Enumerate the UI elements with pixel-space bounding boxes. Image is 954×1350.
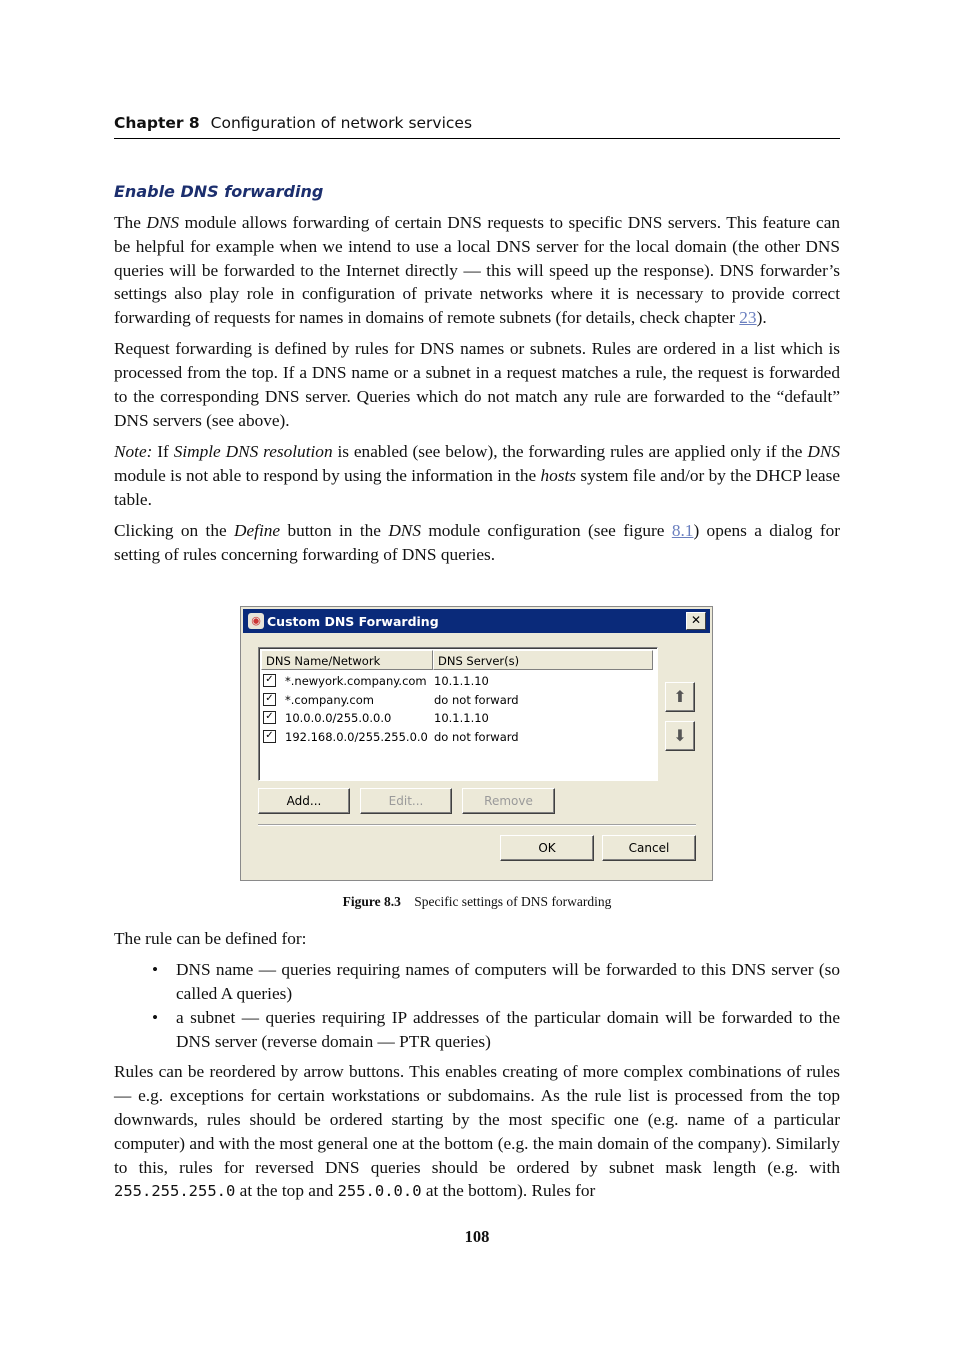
column-header-dns-name[interactable]: DNS Name/Network — [261, 650, 433, 670]
rule-name: 10.0.0.0/255.0.0.0 — [285, 711, 392, 725]
bullet-list — [114, 958, 840, 1053]
dialog-separator — [258, 824, 696, 826]
paragraph-4: Clicking on the Define button in the DNS module configuration (see figure 8.1) opens a dialog for setting of rules concerning forwarding of DNS queries. — [114, 521, 840, 564]
rule-checkbox[interactable]: ✓ — [263, 730, 276, 743]
figure-caption-text: Specific settings of DNS forwarding — [414, 894, 612, 909]
add-button[interactable]: Add... — [258, 788, 350, 814]
chapter-link[interactable]: 23 — [739, 308, 757, 328]
remove-button[interactable]: Remove — [462, 788, 555, 814]
rule-name: 192.168.0.0/255.255.0.0 — [285, 729, 428, 744]
rule-name: *.company.com — [285, 692, 374, 707]
column-header-dns-server[interactable]: DNS Server(s) — [433, 650, 653, 670]
running-header — [114, 114, 840, 139]
paragraph-6: Rules can be reordered by arrow buttons. This enables creating of more complex combinations of rules — e.g. exceptions for certain workstations or subdomains. As the rule list is processed from the top downwards, rules should be ordered starting by the most specific one (e.g. name of a particular computer) and with the most general one at the bottom (e.g. the main domain of the company). Similarly to this, rules for reversed DNS queries should be ordered by subnet mask length (e.g. with 255.255.255.0 at the top and 255.0.0.0 at the bottom). Rules for — [114, 1062, 840, 1201]
rule-name: *.newyork.company.com — [285, 674, 427, 688]
rule-checkbox[interactable]: ✓ — [263, 711, 276, 724]
chapter-title: Configuration of network services — [210, 114, 473, 132]
dialog-title: Custom DNS Forwarding — [267, 614, 439, 629]
rule-server: do not forward — [434, 729, 519, 744]
paragraph-5: The rule can be defined for: — [114, 929, 307, 948]
chapter-number: Chapter 8 — [114, 114, 200, 132]
list-item: • a subnet — queries requiring IP addresses of the particular domain will be forwarded to the DNS server (reverse domain — PTR queries) — [176, 1006, 840, 1054]
rule-checkbox[interactable]: ✓ — [263, 674, 276, 687]
custom-dns-forwarding-dialog — [240, 606, 713, 881]
arrow-up-icon: ⬆ — [673, 687, 687, 706]
body-text-bottom — [114, 927, 840, 1212]
edit-button[interactable]: Edit... — [360, 788, 452, 814]
figure-link[interactable]: 8.1 — [671, 521, 694, 541]
arrow-down-icon: ⬇ — [673, 726, 687, 745]
figure-caption — [114, 894, 840, 910]
rule-server: do not forward — [434, 692, 519, 707]
ok-button[interactable]: OK — [500, 835, 594, 861]
rule-checkbox[interactable]: ✓ — [263, 693, 276, 706]
rule-server: 10.1.1.10 — [434, 711, 489, 725]
figure-label: Figure 8.3 — [342, 894, 401, 909]
section-title: Enable DNS forwarding — [114, 182, 324, 201]
rules-list[interactable] — [258, 647, 658, 781]
paragraph-2: Request forwarding is defined by rules for DNS names or subnets. Rules are ordered in a list which is processed from the top. If a DNS name or a subnet in a request matches a rule, the request is forwarded to the corresponding DNS server. Queries which do not match any rule are forwarded to the “default” DNS servers (see above). — [114, 339, 840, 430]
paragraph-3: Note: If Simple DNS resolution is enabled (see below), the forwarding rules are applied only if the DNS module is not able to respond by using the information in the hosts system file and/or by the DHCP lease table. — [114, 442, 840, 509]
app-icon: ◉ — [248, 613, 264, 629]
rule-server: 10.1.1.10 — [434, 674, 489, 688]
paragraph-1: The DNS module allows forwarding of certain DNS requests to specific DNS servers. This feature can be helpful for example when we intend to use a local DNS server for the local domain (the other DNS queries will be forwarded to the Internet directly — this will speed up the response). DNS forwarder’s settings also play role in configuration of private networks where it is necessary to provide correct forwarding of requests for names in domains of remote subnets (for details, check chapter 23). — [114, 213, 840, 328]
dialog-titlebar — [243, 609, 710, 633]
page-number: 108 — [464, 1227, 490, 1246]
list-item: • DNS name — queries requiring names of computers will be forwarded to this DNS server (so called A queries) — [176, 958, 840, 1006]
move-up-button[interactable] — [665, 682, 695, 712]
cancel-button[interactable]: Cancel — [602, 835, 696, 861]
move-down-button[interactable] — [665, 721, 695, 751]
close-icon[interactable]: ✕ — [686, 612, 706, 630]
body-text-top — [114, 211, 840, 574]
